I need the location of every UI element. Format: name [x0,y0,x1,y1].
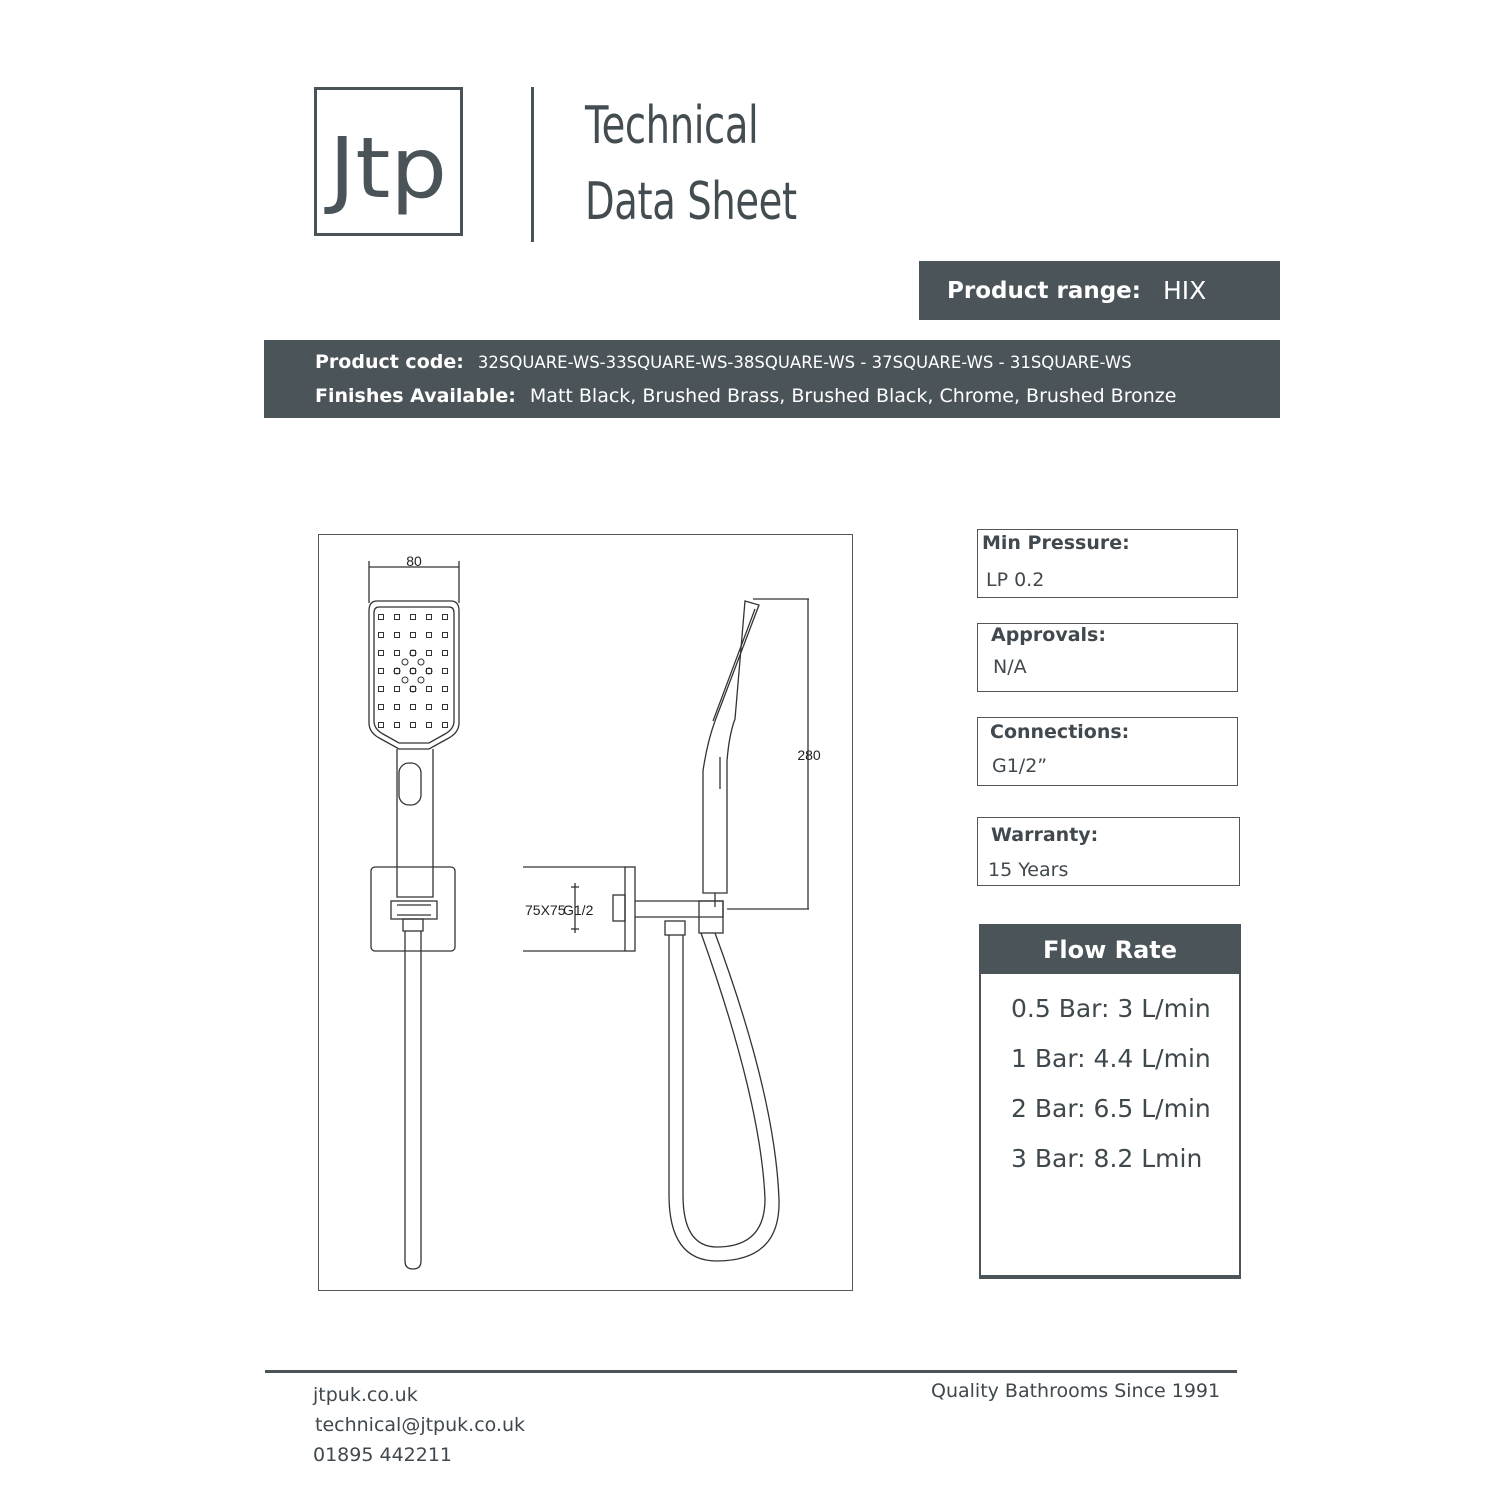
nozzle [443,651,448,656]
finishes-value: Matt Black, Brushed Brass, Brushed Black, Chrome, Brushed Bronze [529,385,1177,407]
flow-rate-item: 2 Bar: 6.5 L/min [1011,1094,1211,1123]
footer-phone: 01895 442211 [313,1444,453,1466]
nozzle [379,651,384,656]
connections-value: G1/2” [992,755,1048,777]
nozzle [379,723,384,728]
footer-email[interactable]: technical@jtpuk.co.uk [315,1414,526,1436]
dim-plate-label: 75X75 [525,902,566,918]
product-range-label: Product range: [947,277,1141,304]
jtp-logo [314,87,463,236]
nozzle [427,705,432,710]
nozzle [411,705,416,710]
connections-box [977,717,1238,786]
nozzle [411,723,416,728]
nozzle [411,633,416,638]
nozzle [402,677,408,683]
dim-thread-label: G1/2 [563,902,594,918]
width-dimension [369,553,459,603]
min-pressure-box [977,529,1238,598]
nozzle [395,669,400,674]
product-info-bar [264,340,1280,418]
technical-drawing [318,534,853,1291]
product-code-value: 32SQUARE-WS-33SQUARE-WS-38SQUARE-WS - 37SQUARE-WS - 31SQUARE-WS [477,353,1132,372]
flow-rate-item: 1 Bar: 4.4 L/min [1011,1044,1211,1073]
nozzle [443,723,448,728]
connections-label: Connections: [990,721,1130,743]
nozzle [379,615,384,620]
nozzle [395,723,400,728]
nozzle [411,651,416,656]
nozzle [427,651,432,656]
title-divider [531,87,534,242]
nozzle [427,615,432,620]
nozzle [443,669,448,674]
footer-divider [265,1370,1237,1373]
flow-rate-bottom-rule [979,1275,1241,1279]
shower-head-front [369,601,459,897]
product-code-row [315,351,1132,373]
nozzle [427,723,432,728]
dim-width-label: 80 [406,553,422,569]
nozzle [411,669,416,674]
nozzle [379,633,384,638]
product-range-bar [919,261,1280,320]
flow-rate-item: 3 Bar: 8.2 Lmin [1011,1144,1203,1173]
nozzle [443,615,448,620]
page-title-line-1: Technical [585,96,759,156]
nozzle [395,633,400,638]
warranty-value: 15 Years [988,859,1069,881]
nozzle [418,659,424,665]
shower-side-view [523,599,821,1261]
product-range-value: HIX [1162,276,1207,305]
nozzle [443,705,448,710]
footer-tagline: Quality Bathrooms Since 1991 [931,1380,1221,1402]
nozzle [395,615,400,620]
nozzle [395,651,400,656]
nozzle [418,677,424,683]
footer-website[interactable]: jtpuk.co.uk [313,1384,418,1406]
min-pressure-label: Min Pressure: [982,532,1130,554]
flow-rate-item: 0.5 Bar: 3 L/min [1011,994,1211,1023]
nozzle [443,687,448,692]
nozzle [427,633,432,638]
nozzle [379,669,384,674]
nozzle [379,687,384,692]
dim-height-label: 280 [797,747,821,763]
approvals-label: Approvals: [991,624,1106,646]
nozzle [411,615,416,620]
approvals-value: N/A [993,656,1027,678]
nozzle [395,687,400,692]
nozzle [395,705,400,710]
nozzle [427,687,432,692]
flow-rate-title: Flow Rate [981,926,1239,974]
wall-bracket-front [371,867,455,1269]
approvals-box [977,623,1238,692]
nozzle [411,687,416,692]
page-title-line-2: Data Sheet [585,172,797,232]
warranty-box [977,817,1240,886]
logo-text: Jtp [323,119,447,217]
warranty-label: Warranty: [991,824,1099,846]
nozzle [402,659,408,665]
nozzle [379,705,384,710]
min-pressure-value: LP 0.2 [986,569,1045,591]
nozzle [443,633,448,638]
flow-rate-panel [979,924,1241,1279]
finishes-row [315,385,1176,407]
product-code-label: Product code: [315,351,464,373]
finishes-label: Finishes Available: [315,385,516,407]
nozzle [427,669,432,674]
